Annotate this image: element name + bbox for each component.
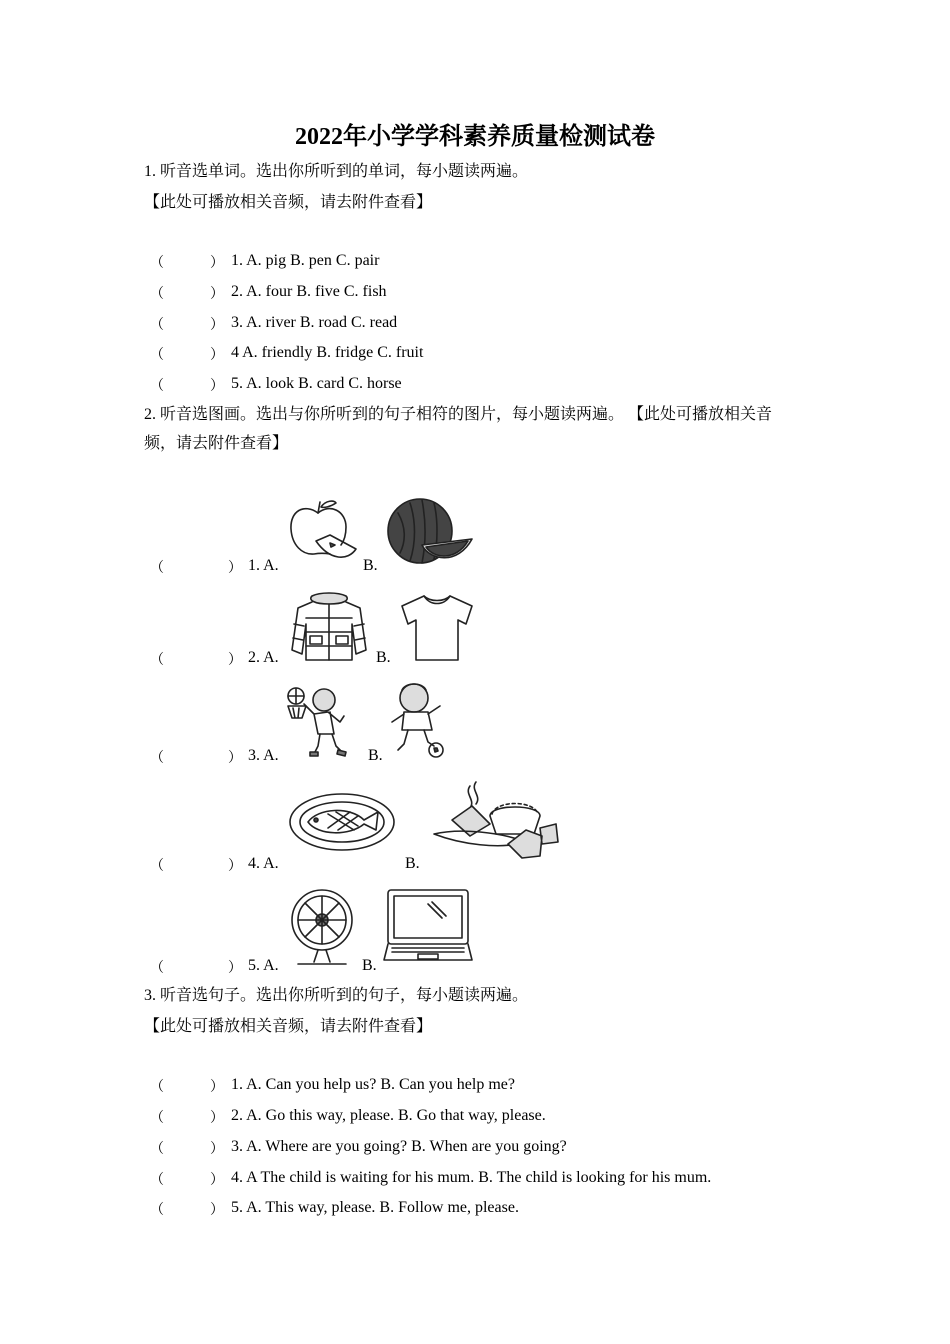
question-text: 5. A. look B. card C. horse xyxy=(231,375,402,392)
section3-heading: 3. 听音选句子。选出你所听到的句子，每小题读两遍。 xyxy=(144,987,529,1004)
answer-paren-open[interactable]: （ xyxy=(150,379,164,394)
t-shirt-icon[interactable] xyxy=(398,592,476,662)
option-a-label: 2. A. xyxy=(248,649,279,666)
watermelon-icon[interactable] xyxy=(386,497,474,567)
answer-paren-close: ） xyxy=(210,348,224,363)
question-text: 1. A. pig B. pen C. pair xyxy=(231,252,380,269)
question-text: 2. A. Go this way, please. B. Go that way, please. xyxy=(231,1107,546,1124)
answer-paren-close: ） xyxy=(210,1111,224,1126)
option-b-label: B. xyxy=(368,747,383,764)
football-boy-icon[interactable] xyxy=(388,680,450,758)
question-text: 2. A. four B. five C. fish xyxy=(231,283,387,300)
answer-paren-close: ） xyxy=(228,859,242,874)
answer-paren-close: ） xyxy=(210,318,224,333)
answer-paren-open[interactable]: （ xyxy=(150,1080,164,1095)
answer-paren-close: ） xyxy=(210,287,224,302)
option-a-label: 4. A. xyxy=(248,855,279,872)
laptop-icon[interactable] xyxy=(384,888,472,966)
section2-heading: 2. 听音选图画。选出与你所听到的句子相符的图片，每小题读两遍。 【此处可播放相关音 xyxy=(144,406,773,423)
zongzi-icon[interactable] xyxy=(430,780,560,862)
answer-paren-close: ） xyxy=(228,751,242,766)
answer-paren-open[interactable]: （ xyxy=(150,1173,164,1188)
answer-paren-close: ） xyxy=(210,379,224,394)
answer-paren-open[interactable]: （ xyxy=(150,1111,164,1126)
question-text: 4 A. friendly B. fridge C. fruit xyxy=(231,344,424,361)
answer-paren-open[interactable]: （ xyxy=(150,961,164,976)
answer-paren-open[interactable]: （ xyxy=(150,561,164,576)
option-b-label: B. xyxy=(376,649,391,666)
question-text: 3. A. Where are you going? B. When are you going? xyxy=(231,1138,567,1155)
answer-paren-close: ） xyxy=(210,1080,224,1095)
answer-paren-open[interactable]: （ xyxy=(150,256,164,271)
answer-paren-open[interactable]: （ xyxy=(150,1203,164,1218)
section3-audio-note[interactable]: 【此处可播放相关音频，请去附件查看】 xyxy=(144,1018,433,1035)
option-a-label: 5. A. xyxy=(248,957,279,974)
option-a-label: 3. A. xyxy=(248,747,279,764)
option-b-label: B. xyxy=(362,957,377,974)
coat-icon[interactable] xyxy=(288,592,370,664)
answer-paren-open[interactable]: （ xyxy=(150,287,164,302)
basketball-boy-icon[interactable] xyxy=(284,684,364,758)
answer-paren-close: ） xyxy=(228,561,242,576)
question-text: 1. A. Can you help us? B. Can you help me? xyxy=(231,1076,515,1093)
answer-paren-open[interactable]: （ xyxy=(150,859,164,874)
section1-audio-note[interactable]: 【此处可播放相关音频，请去附件查看】 xyxy=(144,194,433,211)
answer-paren-close: ） xyxy=(228,961,242,976)
question-text: 4. A The child is waiting for his mum. B. The child is looking for his mum. xyxy=(231,1169,712,1186)
fish-plate-icon[interactable] xyxy=(288,792,398,852)
answer-paren-open[interactable]: （ xyxy=(150,348,164,363)
answer-paren-open[interactable]: （ xyxy=(150,653,164,668)
apple-icon[interactable] xyxy=(286,497,358,567)
answer-paren-close: ） xyxy=(210,1173,224,1188)
fan-icon[interactable] xyxy=(288,888,358,968)
option-a-label: 1. A. xyxy=(248,557,279,574)
answer-paren-close: ） xyxy=(228,653,242,668)
answer-paren-close: ） xyxy=(210,1142,224,1157)
question-text: 3. A. river B. road C. read xyxy=(231,314,398,331)
option-b-label: B. xyxy=(405,855,420,872)
option-b-label: B. xyxy=(363,557,378,574)
answer-paren-open[interactable]: （ xyxy=(150,751,164,766)
answer-paren-open[interactable]: （ xyxy=(150,1142,164,1157)
question-text: 5. A. This way, please. B. Follow me, please. xyxy=(231,1199,519,1216)
page-title: 2022年小学学科素养质量检测试卷 xyxy=(295,124,655,150)
answer-paren-close: ） xyxy=(210,256,224,271)
answer-paren-open[interactable]: （ xyxy=(150,318,164,333)
section2-heading-cont: 频，请去附件查看】 xyxy=(144,435,289,452)
answer-paren-close: ） xyxy=(210,1203,224,1218)
section1-heading: 1. 听音选单词。选出你所听到的单词，每小题读两遍。 xyxy=(144,163,529,180)
